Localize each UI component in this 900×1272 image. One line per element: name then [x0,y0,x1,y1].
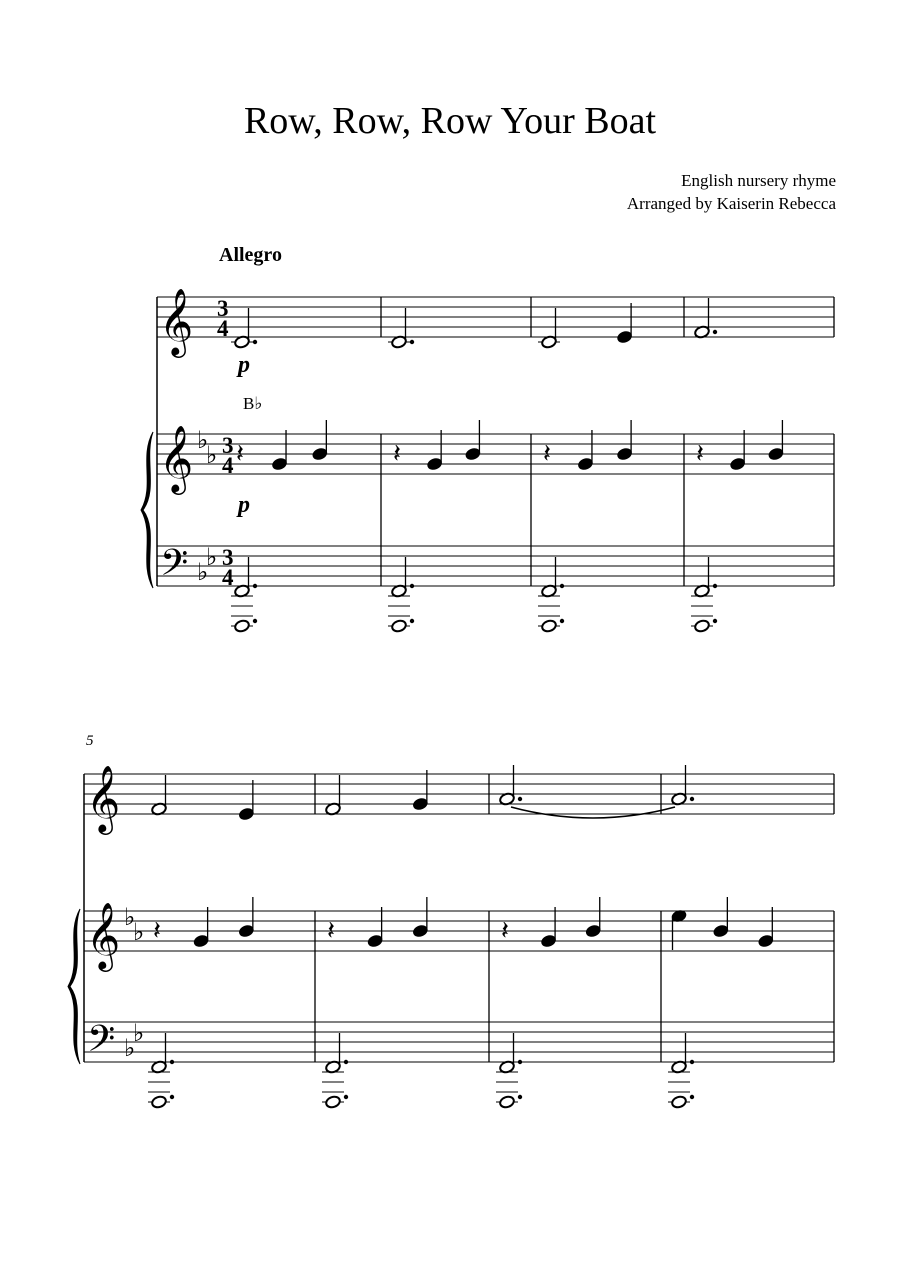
piano-brace [68,909,80,1064]
treble-clef-icon: 𝄞 [159,287,194,355]
treble-clef-icon: 𝄞 [86,901,121,969]
treble-clef-icon: 𝄞 [159,424,194,492]
piano-rh-note [367,934,384,948]
flat-accidental-icon: ♭ [124,1034,136,1062]
piano-rh-note [238,924,255,938]
tempo-marking: Allegro [219,244,282,266]
flat-accidental-icon: ♭ [197,426,209,454]
piano-lh-note [541,619,558,633]
treble-clef-icon: 𝄞 [86,764,121,832]
augmentation-dot [690,1095,694,1099]
augmentation-dot [713,330,717,334]
piano-rh-note [616,447,633,461]
quarter-rest: 𝄽 [696,439,704,469]
augmentation-dot [518,797,522,801]
augmentation-dot [344,1095,348,1099]
quarter-rest: 𝄽 [543,439,551,469]
chord-symbol: B♭ [243,394,263,413]
augmentation-dot [560,619,564,623]
augmentation-dot [713,584,717,588]
quarter-rest: 𝄽 [153,916,161,946]
augmentation-dot [170,1060,174,1064]
augmentation-dot [344,1060,348,1064]
arranger-credit: Arranged by Kaiserin Rebecca [626,194,836,213]
augmentation-dot [170,1095,174,1099]
quarter-rest: 𝄽 [501,916,509,946]
piano-brace [141,432,153,588]
piano-rh-note [426,457,443,471]
flat-accidental-icon: ♭ [206,543,218,571]
piano-rh-note [312,447,329,461]
augmentation-dot [560,584,564,588]
piano-rh-note [540,934,557,948]
augmentation-dot [410,619,414,623]
dynamic-marking: p [238,352,250,378]
augmentation-dot [690,797,694,801]
melody-note [616,330,633,344]
piano-rh-note [768,447,785,461]
piano-rh-note [465,447,482,461]
melody-note [238,807,255,821]
piano-lh-note [694,619,711,633]
piano-rh-note [758,934,775,948]
quarter-rest: 𝄽 [393,439,401,469]
piano-lh-note [671,1095,688,1109]
piano-lh-note [325,1095,342,1109]
flat-accidental-icon: ♭ [206,441,218,469]
augmentation-dot [253,340,257,344]
augmentation-dot [410,584,414,588]
composer-credit: English nursery rhyme [681,171,836,190]
augmentation-dot [410,340,414,344]
piano-rh-note [193,934,210,948]
time-signature-top: 3 [217,296,229,321]
piano-rh-note [729,457,746,471]
piano-lh-note [391,619,408,633]
piano-lh-note [151,1095,168,1109]
piano-rh-note [271,457,288,471]
augmentation-dot [713,619,717,623]
time-signature-top: 3 [222,433,234,458]
augmentation-dot [690,1060,694,1064]
flat-accidental-icon: ♭ [124,903,136,931]
piano-rh-note [577,457,594,471]
time-signature-bottom: 4 [222,453,234,478]
melody-note [412,797,429,811]
augmentation-dot [518,1060,522,1064]
time-signature-bottom: 4 [222,565,234,590]
piano-rh-note [713,924,730,938]
dynamic-marking: p [238,492,250,518]
tie-slur [511,807,675,818]
piano-rh-note [412,924,429,938]
time-signature-top: 3 [222,545,234,570]
quarter-rest: 𝄽 [236,439,244,469]
flat-accidental-icon: ♭ [133,1019,145,1047]
measure-number: 5 [86,733,94,749]
augmentation-dot [518,1095,522,1099]
piano-rh-note [585,924,602,938]
bass-clef-icon: 𝄢 [87,1018,116,1069]
time-signature-bottom: 4 [217,316,229,341]
piano-lh-note [234,619,251,633]
augmentation-dot [253,619,257,623]
flat-accidental-icon: ♭ [133,918,145,946]
page-title: Row, Row, Row Your Boat [243,100,657,142]
flat-accidental-icon: ♭ [197,558,209,586]
quarter-rest: 𝄽 [327,916,335,946]
augmentation-dot [253,584,257,588]
piano-lh-note [499,1095,516,1109]
bass-clef-icon: 𝄢 [160,542,189,593]
